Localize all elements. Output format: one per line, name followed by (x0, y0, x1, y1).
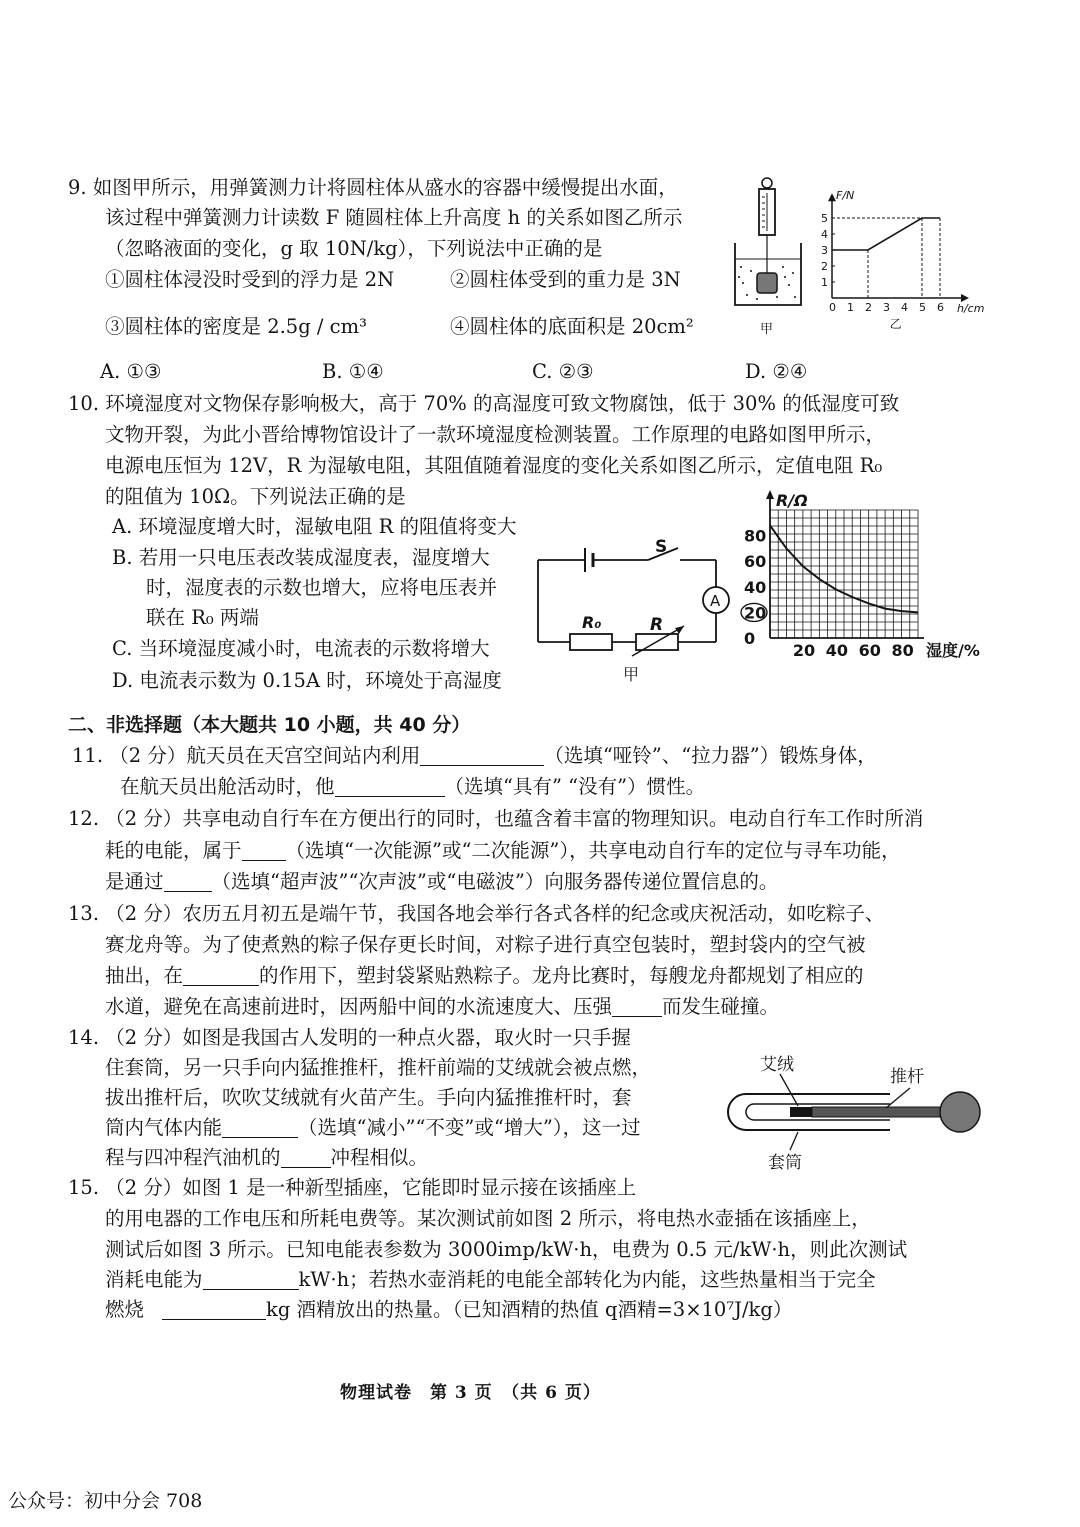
q13-line1: 13. （2 分）农历五月初五是端午节，我国各地会举行各式各样的纪念或庆祝活动，如吃粽子、 (68, 902, 885, 925)
f-h-chart (812, 180, 997, 335)
y-axis-label: R/Ω (776, 491, 808, 510)
q9-statement2: ②圆柱体受到的重力是 3N (450, 268, 681, 291)
x-tick-label: 5 (919, 301, 926, 314)
q10-option-d: D. 电流表示数为 0.15A 时，环境处于高湿度 (112, 669, 502, 692)
y-tick-label: 20 (744, 603, 767, 623)
r-humidity-chart (740, 488, 1005, 668)
ammeter-label: A (710, 592, 721, 610)
x-tick-label: 0 (829, 301, 836, 314)
switch-label: S (655, 537, 668, 557)
q9-statement3: ③圆柱体的密度是 2.5g / cm³ (105, 315, 367, 338)
y-tick-label: 4 (821, 228, 828, 241)
x-tick-label: 3 (883, 301, 890, 314)
chart-caption: 乙 (889, 317, 902, 331)
q14-line2: 住套筒，另一只手向内猛推推杆，推杆前端的艾绒就会被点燃， (105, 1056, 652, 1079)
fire-piston-figure (718, 1048, 993, 1178)
series-line-F (832, 218, 940, 250)
q12-blank-1 (242, 840, 286, 861)
q15-line1: 15. （2 分）如图 1 是一种新型插座，它能即时显示接在该插座上 (68, 1176, 637, 1199)
section-2-title: 二、非选择题（本大题共 10 小题，共 40 分） (68, 714, 471, 736)
y-tick-label: 5 (821, 212, 828, 225)
q9-option-c: C. ②③ (532, 360, 594, 383)
q9-option-a: A. ①③ (100, 360, 162, 383)
q15-blank-1 (203, 1269, 299, 1290)
q13-line3: 抽出，在 的作用下，塑封袋紧贴熟粽子。龙舟比赛时，每艘龙舟都规划了相应的 (105, 964, 864, 987)
page-footer: 物理试卷 第 3 页 （共 6 页） (340, 1383, 601, 1403)
x-tick-label: 2 (865, 301, 872, 314)
y-axis-arrow (766, 490, 774, 499)
y-tick-label: 80 (744, 526, 767, 546)
q9-statement4: ④圆柱体的底面积是 20cm² (450, 315, 694, 338)
y-tick-label: 1 (821, 276, 828, 289)
q10-line4: 的阻值为 10Ω。下列说法正确的是 (105, 485, 406, 508)
q9-line1: 9. 如图甲所示，用弹簧测力计将圆柱体从盛水的容器中缓慢提出水面， (68, 176, 678, 199)
q12-line1: 12. （2 分）共享电动自行车在方便出行的同时，也蕴含着丰富的物理知识。电动自行车工作时所消 (68, 807, 924, 830)
y-tick-label: 3 (821, 244, 828, 257)
q11-blank-1 (420, 745, 544, 766)
x-tick-label: 4 (901, 301, 908, 314)
q10-line1: 10. 环境湿度对文物保存影响极大，高于 70% 的高湿度可致文物腐蚀，低于 30% 的低湿度可致 (68, 392, 900, 415)
y-tick-label: 60 (744, 552, 767, 572)
x-tick-label: 20 (792, 641, 816, 660)
q12-blank-2 (164, 871, 212, 892)
q15-line4: 消耗电能为 kW·h；若热水壶消耗的电能全部转化为内能，这些热量相当于完全 (105, 1268, 876, 1291)
circuit-caption: 甲 (623, 665, 640, 684)
r0-label: R₀ (582, 613, 602, 632)
q13-blank-2 (612, 996, 662, 1017)
q11-line1: 11. （2 分）航天员在天宫空间站内利用 （选填“哑铃”、“拉力器”）锻炼身体， (72, 744, 877, 767)
q10-line2: 文物开裂，为此小晋给博物馆设计了一款环境湿度检测装置。工作原理的电路如图甲所示， (105, 423, 886, 446)
q14-line4: 筒内气体内能 （选填“减小”“不变”或“增大”），这一过 (105, 1116, 641, 1139)
q13-blank-1 (183, 965, 259, 986)
y-axis-label: F/N (836, 189, 855, 203)
q10-option-b-line1: B. 若用一只电压表改装成湿度表，湿度增大 (112, 546, 490, 569)
x-axis-label: h/cm (957, 302, 985, 315)
q12-line3: 是通过 （选填“超声波”“次声波”或“电磁波”）向服务器传递位置信息的。 (105, 870, 779, 893)
x-axis-label: 湿度/% (926, 641, 980, 660)
q9-option-d: D. ②④ (745, 360, 808, 383)
label-airong: 艾绒 (760, 1055, 794, 1075)
y-tick-label: 40 (744, 577, 767, 597)
q15-line3: 测试后如图 3 所示。已知电能表参数为 3000imp/kW·h，电费为 0.5 元/kW·h，则此次测试 (105, 1238, 908, 1261)
q14-blank-2 (281, 1147, 331, 1168)
q10-option-a: A. 环境湿度增大时，湿敏电阻 R 的阻值将变大 (112, 515, 517, 538)
x-tick-label: 40 (825, 641, 849, 660)
q12-line2: 耗的电能，属于 （选填“一次能源”或“二次能源”），共享电动自行车的定位与寻车功能， (105, 839, 901, 862)
q14-blank-1 (222, 1117, 298, 1138)
x-tick-label: 1 (847, 301, 854, 314)
q15-line5: 燃烧 kg 酒精放出的热量。（已知酒精的热值 q酒精=3×10⁷J/kg） (105, 1298, 793, 1321)
spring-scale-figure (725, 175, 815, 340)
y-axis-arrow (828, 193, 836, 201)
x-tick-label: 60 (858, 641, 881, 660)
q14-line1: 14. （2 分）如图是我国古人发明的一种点火器，取火时一只手握 (68, 1026, 631, 1049)
q13-line2: 赛龙舟等。为了使煮熟的粽子保存更长时间，对粽子进行真空包装时，塑封袋内的空气被 (105, 933, 866, 956)
q15-line2: 的用电器的工作电压和所耗电费等。某次测试前如图 2 所示，将电热水壶插在该插座上， (105, 1207, 871, 1230)
q9-line2: 该过程中弹簧测力计读数 F 随圆柱体上升高度 h 的关系如图乙所示 (105, 206, 683, 229)
q14-line3: 拔出推杆后，吹吹艾绒就有火苗产生。手向内猛推推杆时，套 (105, 1086, 632, 1109)
q9-line3: （忽略液面的变化，g 取 10N/kg），下列说法中正确的是 (105, 237, 603, 260)
label-taotong: 套筒 (768, 1153, 802, 1173)
label-tuigan: 推杆 (890, 1067, 924, 1087)
q10-line3: 电源电压恒为 12V，R 为湿敏电阻，其阻值随着湿度的变化关系如图乙所示，定值电阻 R₀ (105, 454, 883, 477)
y-tick-label: 0 (744, 629, 756, 648)
r-label: R (650, 615, 664, 635)
fig-jia-caption: 甲 (760, 322, 774, 337)
q10-option-b-line3: 联在 R₀ 两端 (146, 606, 259, 629)
circuit-diagram (530, 530, 740, 690)
x-tick-label: 6 (937, 301, 944, 314)
q11-line2: 在航天员出舱活动时，他 （选填“具有” “没有”）惯性。 (120, 775, 706, 798)
q13-line4: 水道，避免在高速前进时，因两船中间的水流速度大、压强 而发生碰撞。 (105, 995, 780, 1018)
x-tick-label: 80 (891, 641, 914, 660)
q10-option-b-line2: 时，湿度表的示数也增大，应将电压表并 (146, 576, 498, 599)
q15-blank-2 (162, 1299, 266, 1320)
q9-option-b: B. ①④ (322, 360, 384, 383)
watermark: 公众号：初中分会 708 (8, 1490, 203, 1512)
q14-line5: 程与四冲程汽油机的 冲程相似。 (105, 1146, 429, 1169)
y-tick-label: 2 (821, 260, 828, 273)
q10-option-c: C. 当环境湿度减小时，电流表的示数将增大 (112, 637, 490, 660)
x-axis-arrow (961, 294, 969, 302)
q9-statement1: ①圆柱体浸没时受到的浮力是 2N (105, 268, 395, 291)
q11-blank-2 (335, 776, 445, 797)
